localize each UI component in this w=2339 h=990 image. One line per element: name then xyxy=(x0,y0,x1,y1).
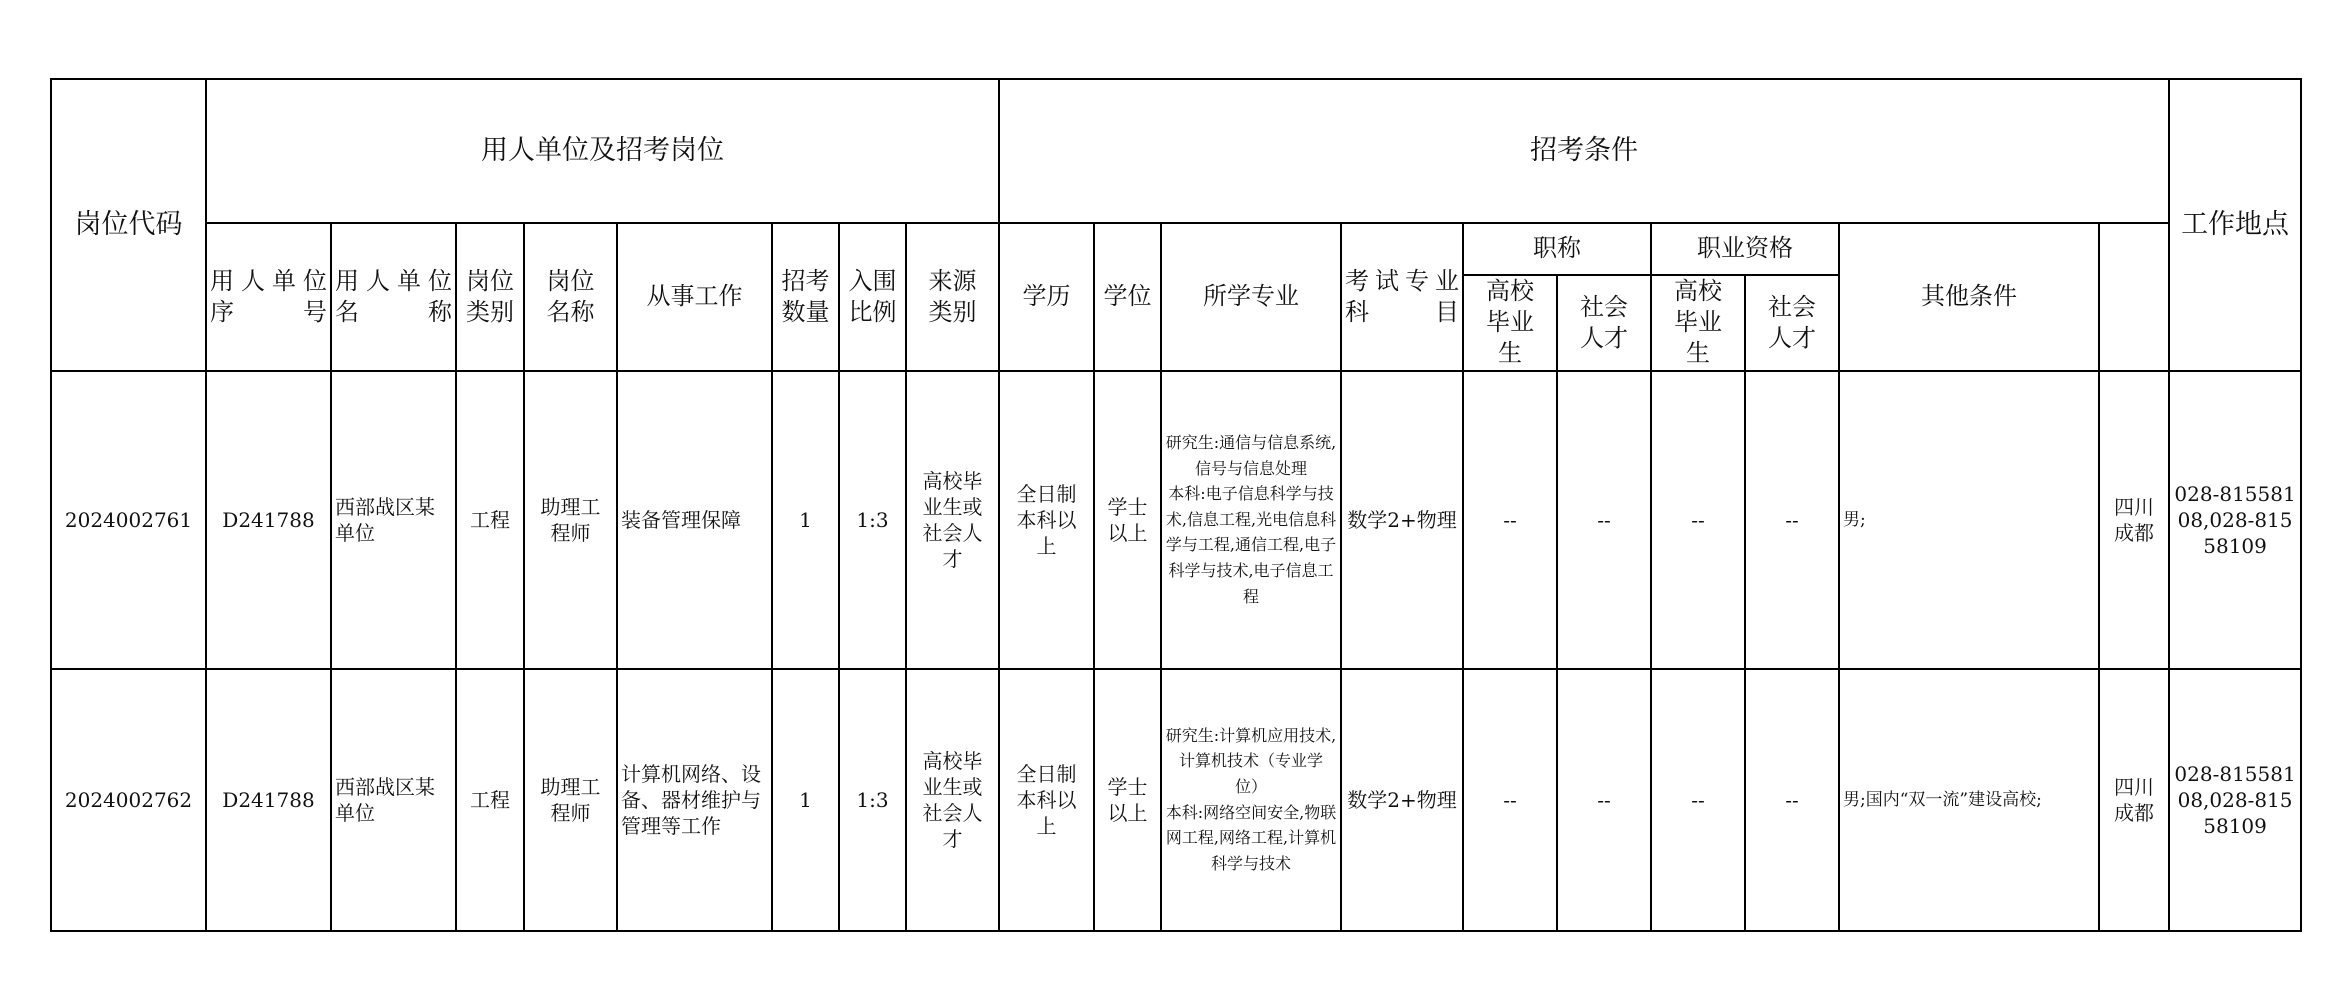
cell-title-grad: -- xyxy=(1463,371,1557,669)
cell-location: 四川成都 xyxy=(2099,669,2169,931)
cell-qual-grad: -- xyxy=(1651,371,1745,669)
cell-other: 男;国内“双一流”建设高校; xyxy=(1839,669,2099,931)
cell-count: 1 xyxy=(772,669,839,931)
cell-post-code: 2024002761 xyxy=(51,371,206,669)
cell-major: 研究生:计算机应用技术,计算机技术（专业学位） 本科:网络空间安全,物联网工程,网络工程,计算机科学与技术 xyxy=(1161,669,1341,931)
header-location: 工作地点 xyxy=(2169,79,2301,371)
cell-post-type: 工程 xyxy=(456,371,524,669)
cell-unit-seq: D241788 xyxy=(206,371,331,669)
header-post-name: 岗位名称 xyxy=(524,223,617,371)
cell-ratio: 1:3 xyxy=(839,669,906,931)
cell-phone: 028-81558108,028-81558109 xyxy=(2169,669,2301,931)
cell-work: 计算机网络、设备、器材维护与管理等工作 xyxy=(617,669,772,931)
cell-title-grad: -- xyxy=(1463,669,1557,931)
header-qualification: 职业资格 xyxy=(1651,223,1839,275)
cell-degree: 学士以上 xyxy=(1094,669,1161,931)
cell-location: 四川成都 xyxy=(2099,371,2169,669)
header-post-code: 岗位代码 xyxy=(51,79,206,371)
cell-post-code: 2024002762 xyxy=(51,669,206,931)
cell-phone: 028-81558108,028-81558109 xyxy=(2169,371,2301,669)
header-group-unit: 用人单位及招考岗位 xyxy=(206,79,999,223)
header-ratio: 入围比例 xyxy=(839,223,906,371)
cell-qual-grad: -- xyxy=(1651,669,1745,931)
cell-title-social: -- xyxy=(1557,669,1651,931)
header-qual-social: 社会人才 xyxy=(1745,275,1839,371)
cell-exam: 数学2+物理 xyxy=(1341,371,1463,669)
header-post-type: 岗位类别 xyxy=(456,223,524,371)
cell-qual-social: -- xyxy=(1745,371,1839,669)
table-row xyxy=(51,669,2301,931)
cell-education: 全日制本科以上 xyxy=(999,371,1094,669)
cell-other: 男; xyxy=(1839,371,2099,669)
cell-degree: 学士以上 xyxy=(1094,371,1161,669)
header-title-grad: 高校毕业生 xyxy=(1463,275,1557,371)
header-count: 招考数量 xyxy=(772,223,839,371)
cell-ratio: 1:3 xyxy=(839,371,906,669)
cell-title-social: -- xyxy=(1557,371,1651,669)
cell-unit-seq: D241788 xyxy=(206,669,331,931)
header-title: 职称 xyxy=(1463,223,1651,275)
cell-major: 研究生:通信与信息系统,信号与信息处理 本科:电子信息科学与技术,信息工程,光电信息科学与工程,通信工程,电子科学与技术,电子信息工程 xyxy=(1161,371,1341,669)
cell-count: 1 xyxy=(772,371,839,669)
table-row xyxy=(51,371,2301,669)
header-other: 其他条件 xyxy=(1839,223,2099,371)
cell-source: 高校毕业生或社会人才 xyxy=(906,371,999,669)
header-unit-seq: 用人单位序号 xyxy=(206,223,331,371)
cell-unit-name: 西部战区某单位 xyxy=(331,371,456,669)
cell-unit-name: 西部战区某单位 xyxy=(331,669,456,931)
recruitment-table xyxy=(50,78,2302,932)
header-education: 学历 xyxy=(999,223,1094,371)
cell-post-name: 助理工程师 xyxy=(524,371,617,669)
cell-post-type: 工程 xyxy=(456,669,524,931)
cell-exam: 数学2+物理 xyxy=(1341,669,1463,931)
header-qual-grad: 高校毕业生 xyxy=(1651,275,1745,371)
header-degree: 学位 xyxy=(1094,223,1161,371)
header-exam: 考试专业科目 xyxy=(1341,223,1463,371)
header-title-social: 社会人才 xyxy=(1557,275,1651,371)
header-work: 从事工作 xyxy=(617,223,772,371)
header-source: 来源类别 xyxy=(906,223,999,371)
cell-education: 全日制本科以上 xyxy=(999,669,1094,931)
header-group-conditions: 招考条件 xyxy=(999,79,2169,223)
cell-source: 高校毕业生或社会人才 xyxy=(906,669,999,931)
header-unit-name: 用人单位名称 xyxy=(331,223,456,371)
header-major: 所学专业 xyxy=(1161,223,1341,371)
cell-qual-social: -- xyxy=(1745,669,1839,931)
cell-post-name: 助理工程师 xyxy=(524,669,617,931)
cell-work: 装备管理保障 xyxy=(617,371,772,669)
